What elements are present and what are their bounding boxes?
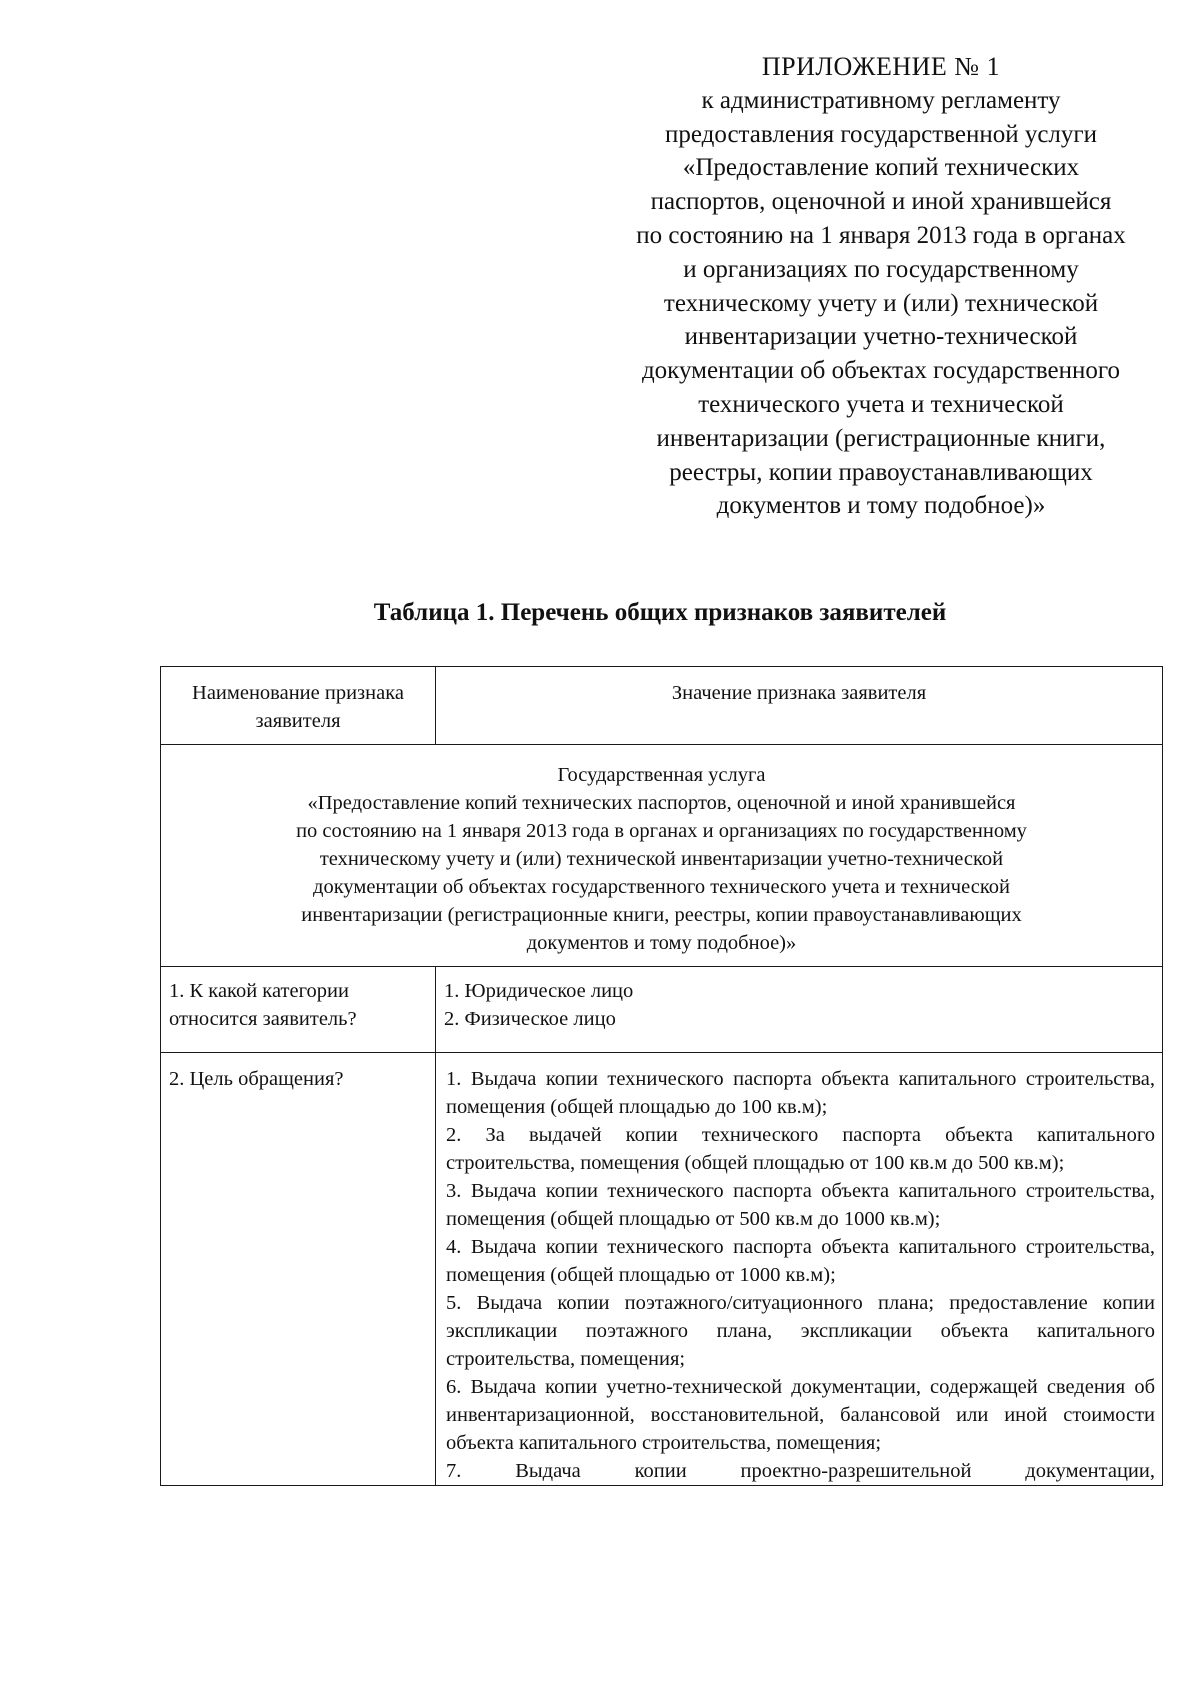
question-cell: 2. Цель обращения? <box>161 1053 436 1486</box>
service-line: документации об объектах государственного технического учета и технической <box>313 876 1010 898</box>
appendix-line: по состоянию на 1 января 2013 года в органах <box>636 221 1126 249</box>
service-line: «Предоставление копий технических паспортов, оценочной и иной хранившейся <box>307 792 1016 814</box>
value-item: 3. Выдача копии технического паспорта объекта капитального строительства, помещения (общей площадью от 500 кв.м до 1000 кв.м); <box>446 1180 1155 1230</box>
service-line: Государственная услуга <box>557 764 766 786</box>
service-line: техническому учету и (или) технической инвентаризации учетно-технической <box>319 848 1004 870</box>
values-cell <box>436 967 1163 1053</box>
service-row <box>161 745 1163 967</box>
applicant-features-table <box>160 666 1163 1486</box>
appendix-line: реестры, копии правоустанавливающих <box>669 458 1093 486</box>
service-line: по состоянию на 1 января 2013 года в органах и организациях по государственному <box>296 820 1027 842</box>
value-item: 5. Выдача копии поэтажного/ситуационного плана; предоставление копии экспликации поэтажного плана, экспликации объекта капитального строительства, помещения; <box>446 1292 1155 1370</box>
table-row <box>161 967 1163 1053</box>
appendix-line: документации об объектах государственного <box>641 357 1121 385</box>
table-header-row <box>161 667 1163 745</box>
appendix-line: и организациях по государственному <box>683 255 1079 283</box>
service-line: инвентаризации (регистрационные книги, реестры, копии правоустанавливающих <box>301 904 1022 926</box>
appendix-header <box>596 50 1166 523</box>
value-item: 2. За выдачей копии технического паспорта объекта капитального строительства, помещения (общей площадью от 100 кв.м до 500 кв.м); <box>446 1124 1155 1174</box>
value-item: 7. Выдача копии проектно-разрешительной документации, <box>446 1460 1155 1482</box>
appendix-line: предоставления государственной услуги <box>664 120 1098 148</box>
appendix-line: техническому учету и (или) технической <box>663 289 1099 317</box>
appendix-line: инвентаризации учетно-технической <box>684 323 1078 351</box>
values-cell <box>436 1053 1163 1486</box>
value-item: 2. Физическое лицо <box>444 1008 616 1030</box>
appendix-line: инвентаризации (регистрационные книги, <box>656 424 1106 452</box>
appendix-line: паспортов, оценочной и иной хранившейся <box>650 188 1112 216</box>
appendix-line: к административному регламенту <box>701 86 1061 114</box>
header-cell-feature-name: Наименование признака заявителя <box>161 667 436 745</box>
appendix-line: документов и тому подобное)» <box>716 492 1046 520</box>
service-cell <box>161 745 1163 967</box>
table-row <box>161 1053 1163 1486</box>
service-line: документов и тому подобное)» <box>526 932 797 954</box>
appendix-line: «Предоставление копий технических <box>682 154 1080 182</box>
appendix-line: технического учета и технической <box>698 390 1064 418</box>
table-heading: Таблица 1. Перечень общих признаков заявителей <box>373 599 947 626</box>
value-item: 1. Выдача копии технического паспорта объекта капитального строительства, помещения (общей площадью до 100 кв.м); <box>446 1068 1155 1118</box>
question-cell: 1. К какой категории относится заявитель? <box>161 967 436 1053</box>
appendix-title: ПРИЛОЖЕНИЕ № 1 <box>761 52 1001 81</box>
value-item: 1. Юридическое лицо <box>444 980 634 1002</box>
value-item: 6. Выдача копии учетно-технической документации, содержащей сведения об инвентаризационной, восстановительной, балансовой или иной стоимости объекта капитального строительства, помещения; <box>446 1376 1155 1454</box>
value-item: 4. Выдача копии технического паспорта объекта капитального строительства, помещения (общей площадью от 1000 кв.м); <box>446 1236 1155 1286</box>
header-cell-feature-value: Значение признака заявителя <box>436 667 1163 745</box>
